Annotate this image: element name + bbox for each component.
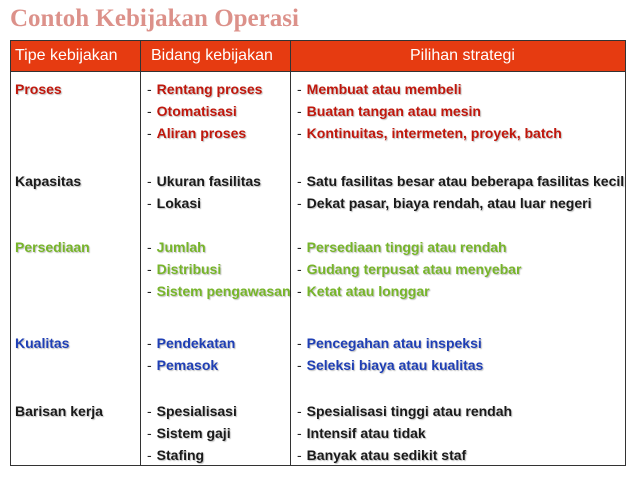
row-type-proses: Proses (15, 81, 62, 97)
column-divider (140, 41, 141, 465)
strategy-item: - Gudang terpusat atau menyebar (297, 261, 522, 277)
strategy-item: - Buatan tangan atau mesin (297, 103, 481, 119)
strategy-item: - Intensif atau tidak (297, 425, 426, 441)
strategy-item: - Pencegahan atau inspeksi (297, 335, 482, 351)
strategy-item: - Spesialisasi tinggi atau rendah (297, 403, 513, 419)
area-item: - Spesialisasi (147, 403, 237, 419)
strategy-item: - Banyak atau sedikit staf (297, 447, 467, 463)
area-item: - Distribusi (147, 261, 222, 277)
header-tipe-kebijakan: Tipe kebijakan (15, 47, 118, 64)
column-divider (290, 41, 291, 465)
area-item: - Stafing (147, 447, 205, 463)
header-divider (11, 71, 625, 72)
strategy-item: - Satu fasilitas besar atau beberapa fasilitas kecil (297, 173, 625, 189)
area-item: - Ukuran fasilitas (147, 173, 261, 189)
row-type-persediaan: Persediaan (15, 239, 90, 255)
row-type-kapasitas: Kapasitas (15, 173, 82, 189)
area-item: - Pendekatan (147, 335, 236, 351)
area-item: - Rentang proses (147, 81, 263, 97)
header-pilihan-strategi: Pilihan strategi (410, 47, 515, 64)
area-item: - Aliran proses (147, 125, 247, 141)
header-bidang-kebijakan: Bidang kebijakan (151, 47, 273, 64)
strategy-item: - Ketat atau longgar (297, 283, 430, 299)
strategy-item: - Kontinuitas, intermeten, proyek, batch (297, 125, 562, 141)
area-item: - Pemasok (147, 357, 219, 373)
row-type-kualitas: Kualitas (15, 335, 70, 351)
area-item: - Lokasi (147, 195, 202, 211)
page-title: Contoh Kebijakan Operasi (10, 5, 299, 32)
area-item: - Otomatisasi (147, 103, 237, 119)
area-item: - Sistem pengawasan (147, 283, 291, 299)
strategy-item: - Membuat atau membeli (297, 81, 462, 97)
area-item: - Jumlah (147, 239, 206, 255)
strategy-item: - Persediaan tinggi atau rendah (297, 239, 507, 255)
strategy-item: - Dekat pasar, biaya rendah, atau luar negeri (297, 195, 592, 211)
policy-table (10, 40, 626, 466)
area-item: - Sistem gaji (147, 425, 231, 441)
row-type-barisan-kerja: Barisan kerja (15, 403, 103, 419)
strategy-item: - Seleksi biaya atau kualitas (297, 357, 484, 373)
table-header (11, 41, 625, 71)
